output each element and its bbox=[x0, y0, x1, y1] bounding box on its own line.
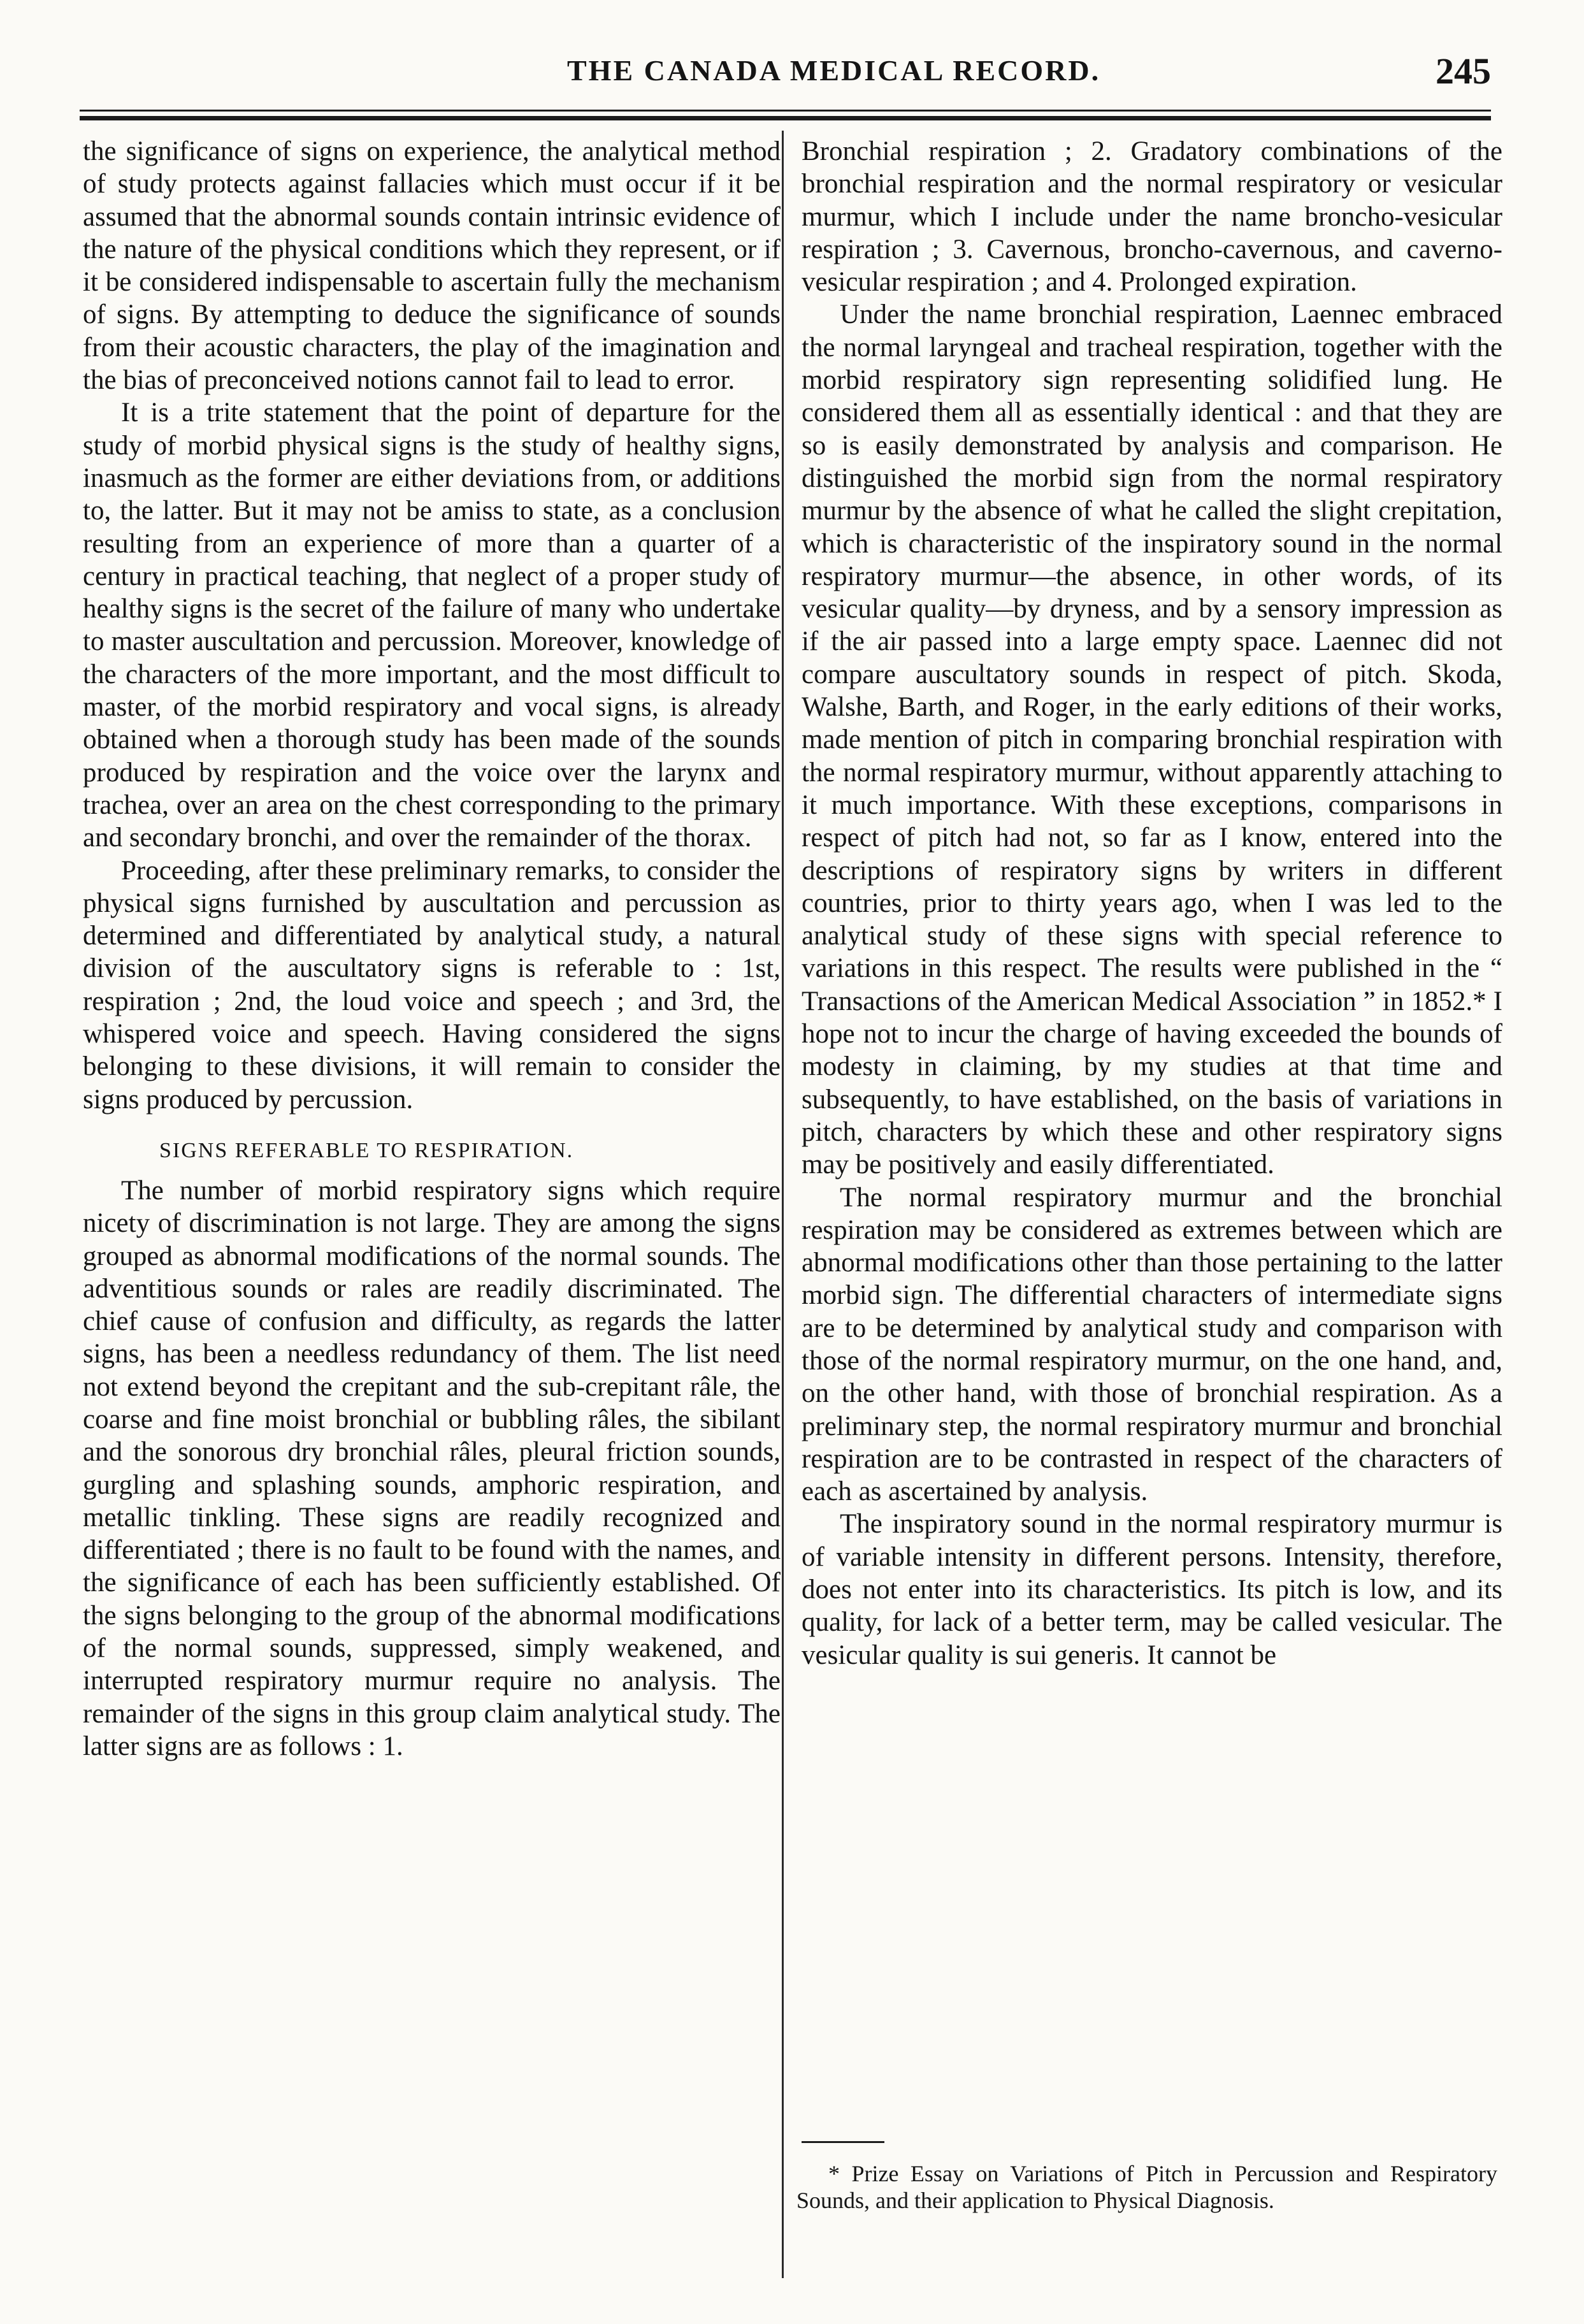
footnote: * Prize Essay on Variations of Pitch in Percussion and Respiratory Sounds, and their application to Physical Diagnosis. bbox=[796, 2161, 1497, 2213]
paragraph: The number of morbid respiratory signs which require nicety of discrimination is not large. They are among the signs grouped as abnormal modifications of the normal sounds. The adventitious sounds or rales are readily discriminated. The chief cause of confusion and difficulty, as regards the latter signs, has been a needless redundancy of them. The list need not extend beyond the crepitant and the sub-crepitant râle, the coarse and fine moist bronchial or bubbling râles, the sibilant and the sonorous dry bronchial râles, pleural friction sounds, gurgling and splashing sounds, amphoric respiration, and metallic tinkling. These signs are readily recognized and differentiated ; there is no fault to be found with the names, and the significance of each has been sufficiently established. Of the signs belonging to the group of the abnormal modifications of the normal sounds, suppressed, simply weakened, and interrupted respiratory murmur require no analysis. The remainder of the signs in this group claim analytical study. The latter signs are as follows : 1. bbox=[83, 1175, 781, 1761]
footnote-rule bbox=[802, 2141, 884, 2143]
paragraph: Bronchial respiration ; 2. Gradatory combinations of the bronchial respiration and the normal respiratory or vesicular murmur, which I include under the name broncho-vesicular respiration ; 3. Cavernous, broncho-cavernous, and caverno-vesicular respiration ; and 4. Prolonged expiration. bbox=[802, 136, 1502, 298]
left-column bbox=[83, 135, 781, 1763]
header-rule-thin bbox=[80, 110, 1491, 112]
running-header bbox=[76, 50, 1491, 101]
right-column bbox=[802, 135, 1502, 1671]
paragraph: the significance of signs on experience, the analytical method of study protects against fallacies which must occur if it be assumed that the abnormal sounds contain intrinsic evidence of the nature of the physical conditions which they represent, or if it be considered indispensable to ascertain fully the mechanism of signs. By attempting to deduce the significance of sounds from their acoustic characters, the play of the imagination and the bias of preconceived notions cannot fail to lead to error. bbox=[83, 136, 781, 396]
section-heading: SIGNS REFERABLE TO RESPIRATION. bbox=[159, 1138, 574, 1162]
column-divider bbox=[782, 131, 784, 2278]
page-number: 245 bbox=[1436, 50, 1491, 92]
paragraph: Proceeding, after these preliminary remarks, to consider the physical signs furnished by auscultation and percussion as determined and differentiated by analytical study, a natural division of the auscultatory signs is referable to : 1st, respiration ; 2nd, the loud voice and speech ; and 3rd, the whispered voice and speech. Having considered the signs belonging to these divisions, it will remain to consider the signs produced by percussion. bbox=[83, 855, 781, 1115]
paragraph: The inspiratory sound in the normal respiratory murmur is of variable intensity in different persons. Intensity, therefore, does not enter into its characteristics. Its pitch is low, and its quality, for lack of a better term, may be called vesicular. The vesicular quality is sui generis. It cannot be bbox=[802, 1509, 1502, 1670]
journal-title: THE CANADA MEDICAL RECORD. bbox=[567, 54, 1101, 87]
paragraph: It is a trite statement that the point of departure for the study of morbid physical signs is the study of healthy signs, inasmuch as the former are either deviations from, or additions to, the latter. But it may not be amiss to state, as a conclusion resulting from an experience of more than a quarter of a century in practical teaching, that neglect of a proper study of healthy signs is the secret of the failure of many who undertake to master auscultation and percussion. Moreover, knowledge of the characters of the more important, and the most difficult to master, of the morbid respiratory and vocal signs, is already obtained when a thorough study has been made of the sounds produced by respiration and the voice over the larynx and trachea, over an area on the chest corresponding to the primary and secondary bronchi, and over the remainder of the thorax. bbox=[83, 398, 781, 853]
paragraph: Under the name bronchial respiration, Laennec embraced the normal laryngeal and tracheal respiration, together with the morbid respiratory sign representing solidified lung. He considered them all as essentially identical : and that they are so is easily demonstrated by analysis and comparison. He distinguished the morbid sign from the normal respiratory murmur by the absence of what he called the slight crepitation, which is characteristic of the inspiratory sound in the normal respiratory murmur—the absence, in other words, of its vesicular quality—by dryness, and by a sensory impression as if the air passed into a large empty space. Laennec did not compare auscultatory sounds in respect of pitch. Skoda, Walshe, Barth, and Roger, in the early editions of their works, made mention of pitch in comparing bronchial respiration with the normal respiratory murmur, without apparently attaching to it much importance. With these exceptions, comparisons in respect of pitch had not, so far as I know, entered into the descriptions of respiratory signs by writers in different countries, prior to thirty years ago, when I was led to the analytical study of these signs with special reference to variations in this respect. The results were published in the “ Transactions of the American Medical Association ” in 1852.* I hope not to incur the charge of having exceeded the bounds of modesty in claiming, by my studies at that time and subsequently, to have established, on the basis of variations in pitch, characters by which these and other respiratory signs may be positively and easily differentiated. bbox=[802, 300, 1502, 1180]
paragraph: The normal respiratory murmur and the bronchial respiration may be considered as extremes between which are abnormal modifications other than those pertaining to the latter morbid sign. The differential characters of intermediate signs are to be determined by analytical study and comparison with those of the normal respiratory murmur, on the one hand, and, on the other hand, with those of bronchial respiration. As a preliminary step, the normal respiratory murmur and bronchial respiration are to be contrasted in respect of the characters of each as ascertained by analysis. bbox=[802, 1182, 1502, 1507]
header-rule-thick bbox=[80, 116, 1491, 120]
